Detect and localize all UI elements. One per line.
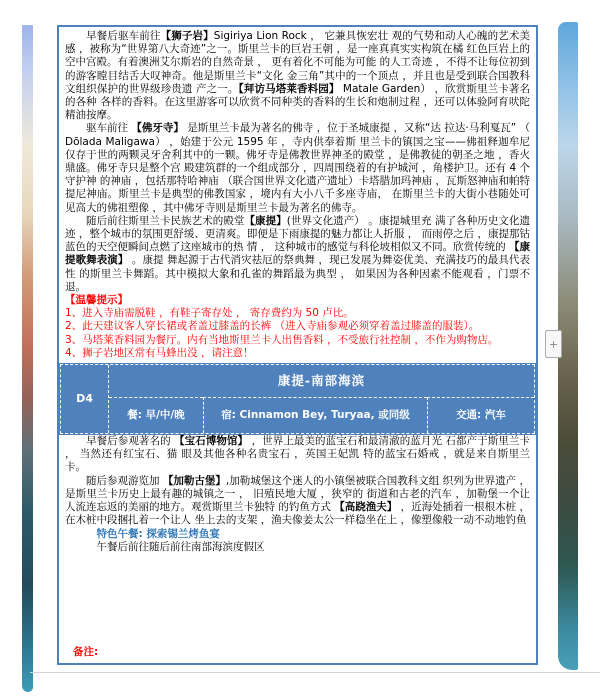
tip-item: 2、此天建议客人穿长裙或者盖过膝盖的长裤 （进入寺庙参观必须穿着盖过膝盖的服装）。	[65, 320, 480, 333]
paragraph-kandy: 随后前往斯里兰卡民族艺术的殿堂【康提】(世界文化遗产） 。康提城里充 满了各种历史文化遗迹 ，整个城市的氛围更舒缓、更清爽。即便是下雨康提的魅力都让人折服 ， 而雨停之后 ，康提那钴蓝色的天空便瞬间点燃了这座城市的热 情 ， 这种城市的感觉与科伦坡相似又不同。欣赏传统的 【康提歌舞表演】 。康提 舞起源于古代消灾祛厄的祭典舞 ，现已发展为舞姿优美、充满技巧的最具代表性 的斯里兰卡舞蹈。其中模拟大象和孔雀的舞蹈最为典型 ， 如果因为各种因素不能观看 ，门票不退。	[65, 214, 531, 293]
warm-tips-title: 【温馨提示】	[65, 294, 128, 307]
expand-button[interactable]	[545, 330, 562, 358]
paragraph-galle-fort: 随后参观游览加 【加勒古堡】,加勒城堡这个迷人的小镇堡被联合国教科文组 织列为世界遗产 ，是斯里兰卡历史上最有趣的城镇之一 ， 旧殖民地大厦 ，狭窄的 街道和古老的汽车 ，加勒堡一个让人流连忘返的美丽的地方。观赏斯里兰卡独特 的钓鱼方式 【高跷渔夫】 ，近海处插着一根根木桩 ，在木桩中段捆扎着一个让人 坐上去的支架 ，渔夫像姜太公一样稳坐在上 ，像塑像般一动不动地钓鱼	[65, 474, 531, 527]
left-photo-border-strip	[22, 25, 33, 692]
remark-label: 备注:	[73, 645, 99, 658]
hotel-cell: 宿: Cinnamon Bey, Turyaa, 或同级	[203, 397, 427, 433]
paragraph-tooth-temple: 驱车前往 【佛牙寺】 是斯里兰卡最为著名的佛寺 ，位于圣城康提 ，又称“达 拉达·马利戛瓦” （ Dōlada Maligawa） ，始建于公元 1595 年 ，寺内供奉着斯 里兰卡的镇国之宝——佛祖释迦牟尼仅存于世的两颗灵牙舍利其中的一颗。佛牙寺是佛教世界神圣的殿堂 ，是佛教徒的朝圣之地 ，香火鼎盛。佛牙寺只是整个宫 殿建筑群的一个组成部分 ，四周围绕着的有护城河 ，角楼护卫。还有 4 个守护神 的神庙 ，包括那特哈神庙 （联合国世界文化遗产遗址）卡塔腊加玛神庙 ，瓦斯怒神庙和帕特提尼神庙。斯里兰卡是典型的佛教国家 ，境内有大小八千多座寺庙， 在斯里兰卡的大街小巷随处可见高大的佛祖塑像 ，其中佛牙寺则是斯里兰卡最为著名的佛寺。	[65, 122, 531, 214]
after-lunch-line: 午餐后前往随后前往南部海滨度假区	[96, 540, 265, 553]
day-number-cell: D4	[61, 365, 109, 433]
warm-tips-section	[59, 294, 536, 360]
tip-item: 4、狮子岩地区常有马蜂出没 ，请注意！	[65, 346, 254, 359]
meals-cell: 餐: 早/中/晚	[109, 397, 203, 433]
day-summary-table	[59, 363, 536, 435]
itinerary-document-frame	[57, 25, 538, 665]
special-lunch-line: 特色午餐: 探索锡兰烤鱼宴	[96, 527, 220, 540]
paragraph-lion-rock: 早餐后驱车前往【狮子岩】Sigiriya Lion Rock ， 它兼具恢宏壮 观的气势和动人心魄的艺术美感 ，被称为“世界第八大奇迹”之一。斯里兰卡的巨岩王朝 ，是一座真真实实构筑在橘 红色巨岩上的空中宫殿。有着澳洲艾尔斯岩的自然奇景 ， 更有着化不可能为可能 的人工奇迹 ，不得不让每位初到的游客瞠目结舌大叹神奇。他是斯里兰卡“文化 金三角”其中的一个顶点 ，并且也是受到联合国教科文组织保护的世界级珍贵遗 产之一。【拜访马塔莱香料园】 Matale Garden） ，欣赏斯里兰卡著名的各种 各样的香料。在这里游客可以欣赏不同种类的香料的生长和炮制过程 ，还可以体验阿育吠陀精油按摩。	[65, 30, 531, 122]
plus-icon: +	[548, 337, 559, 351]
paragraph-gem-museum: 早餐后参观著名的 【宝石博物馆】 ，世界上最美的蓝宝石和最清澈的蓝月光 石都产于斯里兰卡 ， 当然还有红宝石、猫 眼及其他各种名贵宝石 ，英国王妃凯 特的蓝宝石婚戒 ，就是来自斯里兰卡。	[65, 435, 531, 474]
transport-cell: 交通: 汽车	[427, 397, 534, 433]
tip-item: 3、马塔莱香料园为餐厅。内有当地斯里兰卡人出售香料 ，不受旅行社控制 ，不作为购物店。	[65, 333, 499, 346]
tip-item: 1、进入寺庙需脱鞋 ，有鞋子寄存处 ， 寄存费约为 50 卢比。	[65, 307, 354, 320]
route-title-cell: 康提-南部海滨	[277, 373, 366, 389]
page-bottom-divider	[30, 672, 600, 673]
